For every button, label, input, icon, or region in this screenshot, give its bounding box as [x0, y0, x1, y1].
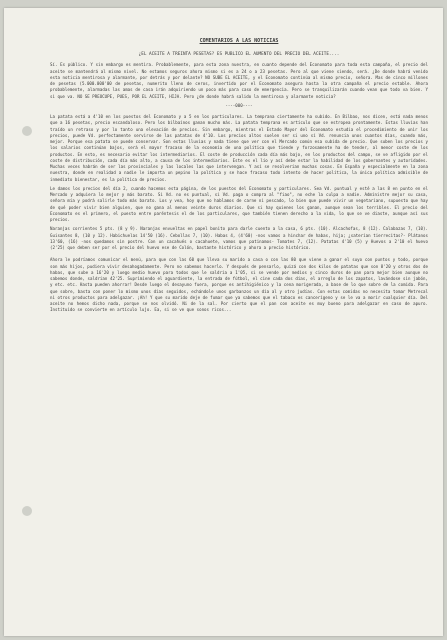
document-title: COMENTARIOS A LAS NOTICIAS: [199, 38, 279, 44]
punch-hole-bottom: [22, 506, 32, 516]
paragraph-menu: Ahora le podríamos comunicar el menú, para que con las 60 que lleva su marido a casa o con las 80 que viene a ganar el suyo con puntos y todo, porque son más hijos, pudiera vivir desahogadamente. Pero no sabemos hacerlo. Y después de pensarlo, quizá con dos kilos de patatas que son 8'20 y otros dos de habas, que sube a 16'20 y luego medio huevo para todos que le saldría a 1'05, si se vende por medios y cinco duros de pan para mejor bien aunque no sabemos donde, saldrían 42'25. Suprimiendo el aguardiente, la entrada de fútbol, el cine cada dos días, el arreglo de los zapatos, lavándose sin jabón, y etc. etc. Hasta pueden ahorrar! Desde luego el desayuno fuera, porque es antihigiénico y la cena morigerada, a base de lo que sobre de la comida. Para que sobre, basta con poner lo mismo unos días seguidos, echándole unos garbanzos un día al y otro judías. Con estas comidas no necesita tomar Metrecal ni otros productos para adelgazar. ¡Ah! Y que su marido deje de fumar que ya sabemos que el tabaco es cancerígeno y se le va a morir cualquier día. Del aceite no hemos dicho nada, porque se nos olvidó. Ni de la sal. Por cierto que el pan con aceite es muy bueno para adelgazar en caso de apuro. Instituido se convierte en artículo lujo. Ea, si se ve que sonos ricos...: [50, 257, 428, 313]
paragraph-precios-intro: Le damos los precios del día 2, cuando hacemos esta página, de los puestos del Economato y particulares. Sea Vd. puntual y esté a las 8 en punto en el Mercado y adquiera lo mejor y más barato. Si Vd. no es puntual, si Vd. paga o compra al "fiao", no eche la culpa a nadie. Admínistre mejor su casa, señora mía y podrá salirle todo más barato. Los y vea, hoy que no hablamos de carne ni pescado, lo bien que puede vivir un vegetariano, supuesto que hay de qué poder vivir bien alguien, que no gana al menos veinte duros diarios. Que si hay quienes los ganan, aunque sean los terribles. El precio del Economato es el primero, el puesto entre paréntesis el de los particulares, que también tienen derecho a la vida, lo que se ve diaste, aunque así sus precios.: [50, 185, 428, 222]
paragraph-aceite: Sí. Es público. Y sin embargo es mentira. Probablemente, para esta zona nuestra, en cuanto depende del Economato para toda esta campaña, el precio del aceite se mantendrá al mismo nivel. No estamos seguros ahora mismo si es a 24 o a 23 pesetas. Pero al que viene siendo, será. ¿De donde habrá venido esta noticia mentirosa y alarmante, por detrás y por delante? NO SUBE EL ACEITE, y el Economato continúa al mismo precio, señora. Mas de cinco millones de pesetas (5.000.000'00 de pesetas, numerito lleno de ceros, invertido por el Economato asegura hasta la otra campaña el precio estable. Ahora probablemente, alarmadas las amas de casa irán adquiriendo un poco más para caso de emergencia. Pero se tranquilizarán cuando vean que todo va bien. Y si que va. NO SE PREOCUPE, PUES, POR EL ACEITE, HIJA. Pero ¿de donde habrá salido la mentirosa y alarmante noticia?: [50, 62, 428, 99]
document-subtitle: ¿EL ACEITE A TREINTA PESETAS? ES PUBLICO EL AUMENTO DEL PRECIO DEL ACEITE....: [138, 52, 340, 57]
document-page: [4, 8, 443, 636]
paragraph-precios-lista: Naranjas corrientes 5 pts. (8 y 9). Naranjas envueltas en papel bonito para darle cuento a la casa, 6 pts. (10). Alcachofas, 8 (12). Calabazas 7, (10). Guisantes 8, (10 y 12). Habichuelas 14'50 (16). Cebollas 7, (10). Habas 4, (4'60) -nos vamos a hinchar de habas, hija; ¿saterían tierrecitas?- Plátanos 13'60, (16) -nos quedamos sin postre. Con un cacahués o cacahuete, vamos que patinamos- Tomates 7, (12). Patatas 4'10 (5) y Huevos a 2'10 el huevo (2'25) que deben ser por el precio del huevo ese de Colón, bastante histórico y ahora a precio histórico.: [50, 226, 428, 250]
section-divider: ----000----: [225, 102, 253, 108]
punch-hole-top: [22, 126, 32, 136]
document-body: [50, 38, 428, 317]
paragraph-patata: La patata está a 4'10 en los puestos del Economato y a 5 en los particulares. La temprana ciertamente ha subido. En Bilbao, nos dicen, está nada menos que a 16 pesetas, precio escandaloso. Pero los bilbaínos ganan mucho más. La patata temprana es artículo que se estropea prontamente. Estas lluvias han traído un retraso y por lo tanto una elevación de precios. Sin embargo, mientras el Estado Mayor del Economato estudia el procedimiento de unir los precios, puede Vd. perfectamente servirse de las patatas de 4'10. Los precios altos suelen ser si uno sí Vd. renuncia unos cuantos días, cuando más, mejor. Porque esa patata se puede conservar. Son estas lluvias y nada tiene que ver con el Mercado común esa subida de precio. Que suben los precios y los salarios continúan bajos, será el mayor fracaso de la economía de una política que tiende y forzosamente ha de tender, al menor coste de los productos. En esto, es necesario evitar los intermediarios. El coste de producción cada día más bajo, en los productos del campo, se ve afligido por el coste de distribución, cada día más alto, a causa de los intermediarios. Este es el lío y así debe estar la habilidad de los gobernantes y autoridades. Muchas veces habrán de ser las provinciales y las locales las que intervengan. Y así se resolverían muchas cosas. En España y especialmente en la zona nuestra, donde en realidad a nadie le importa un pepino la política y se hace fracaso todo intento de hacer política, la única política admisible de inmediato bienestar, es la política de precios.: [50, 114, 428, 182]
